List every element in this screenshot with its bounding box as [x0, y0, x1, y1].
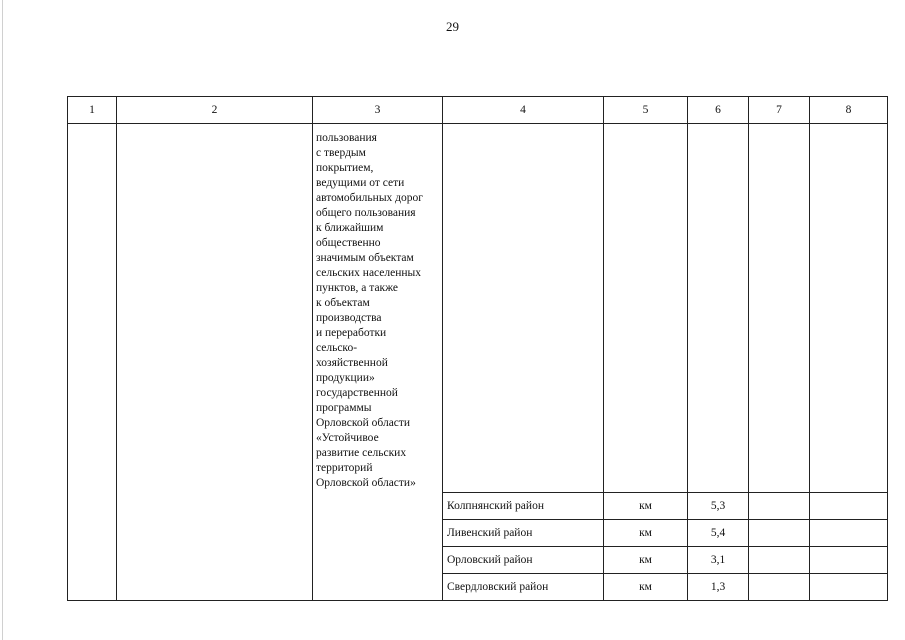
- column-header: 5: [604, 97, 688, 124]
- column-header: 3: [313, 97, 443, 124]
- empty-cell: [749, 124, 810, 493]
- table-row: [68, 124, 888, 493]
- empty-cell: [810, 493, 888, 520]
- empty-cell: [749, 547, 810, 574]
- column-header: 2: [117, 97, 313, 124]
- empty-cell: [604, 124, 688, 493]
- unit-cell: км: [604, 547, 688, 574]
- column-header: 7: [749, 97, 810, 124]
- district-name: Орловский район: [443, 547, 604, 574]
- page-number: 29: [446, 19, 459, 34]
- empty-cell: [810, 520, 888, 547]
- empty-cell: [688, 124, 749, 493]
- table-header-row: [68, 97, 888, 124]
- column-header: 8: [810, 97, 888, 124]
- unit-cell: км: [604, 520, 688, 547]
- column-header: 4: [443, 97, 604, 124]
- district-name: Свердловский район: [443, 574, 604, 601]
- value-cell: 5,4: [688, 520, 749, 547]
- district-name: Ливенский район: [443, 520, 604, 547]
- empty-cell: [443, 124, 604, 493]
- empty-cell: [810, 574, 888, 601]
- col1-cell: [68, 124, 117, 601]
- empty-cell: [749, 520, 810, 547]
- value-cell: 5,3: [688, 493, 749, 520]
- value-cell: 3,1: [688, 547, 749, 574]
- col2-cell: [117, 124, 313, 601]
- scan-edge-line: [2, 0, 3, 640]
- column-header: 1: [68, 97, 117, 124]
- data-table: [67, 96, 888, 601]
- empty-cell: [810, 124, 888, 493]
- empty-cell: [749, 574, 810, 601]
- empty-cell: [810, 547, 888, 574]
- unit-cell: км: [604, 493, 688, 520]
- district-name: Колпнянский район: [443, 493, 604, 520]
- program-description: пользования с твердым покрытием, ведущими от сети автомобильных дорог общего пользования к ближайшим общественно значимым объектам сельских населенных пунктов, а также к объектам производства и переработки сельско- хозяйственной продукции» государственной программы Орловской области «Устойчивое развитие сельских территорий Орловской области»: [313, 124, 443, 601]
- value-cell: 1,3: [688, 574, 749, 601]
- column-header: 6: [688, 97, 749, 124]
- empty-cell: [749, 493, 810, 520]
- unit-cell: км: [604, 574, 688, 601]
